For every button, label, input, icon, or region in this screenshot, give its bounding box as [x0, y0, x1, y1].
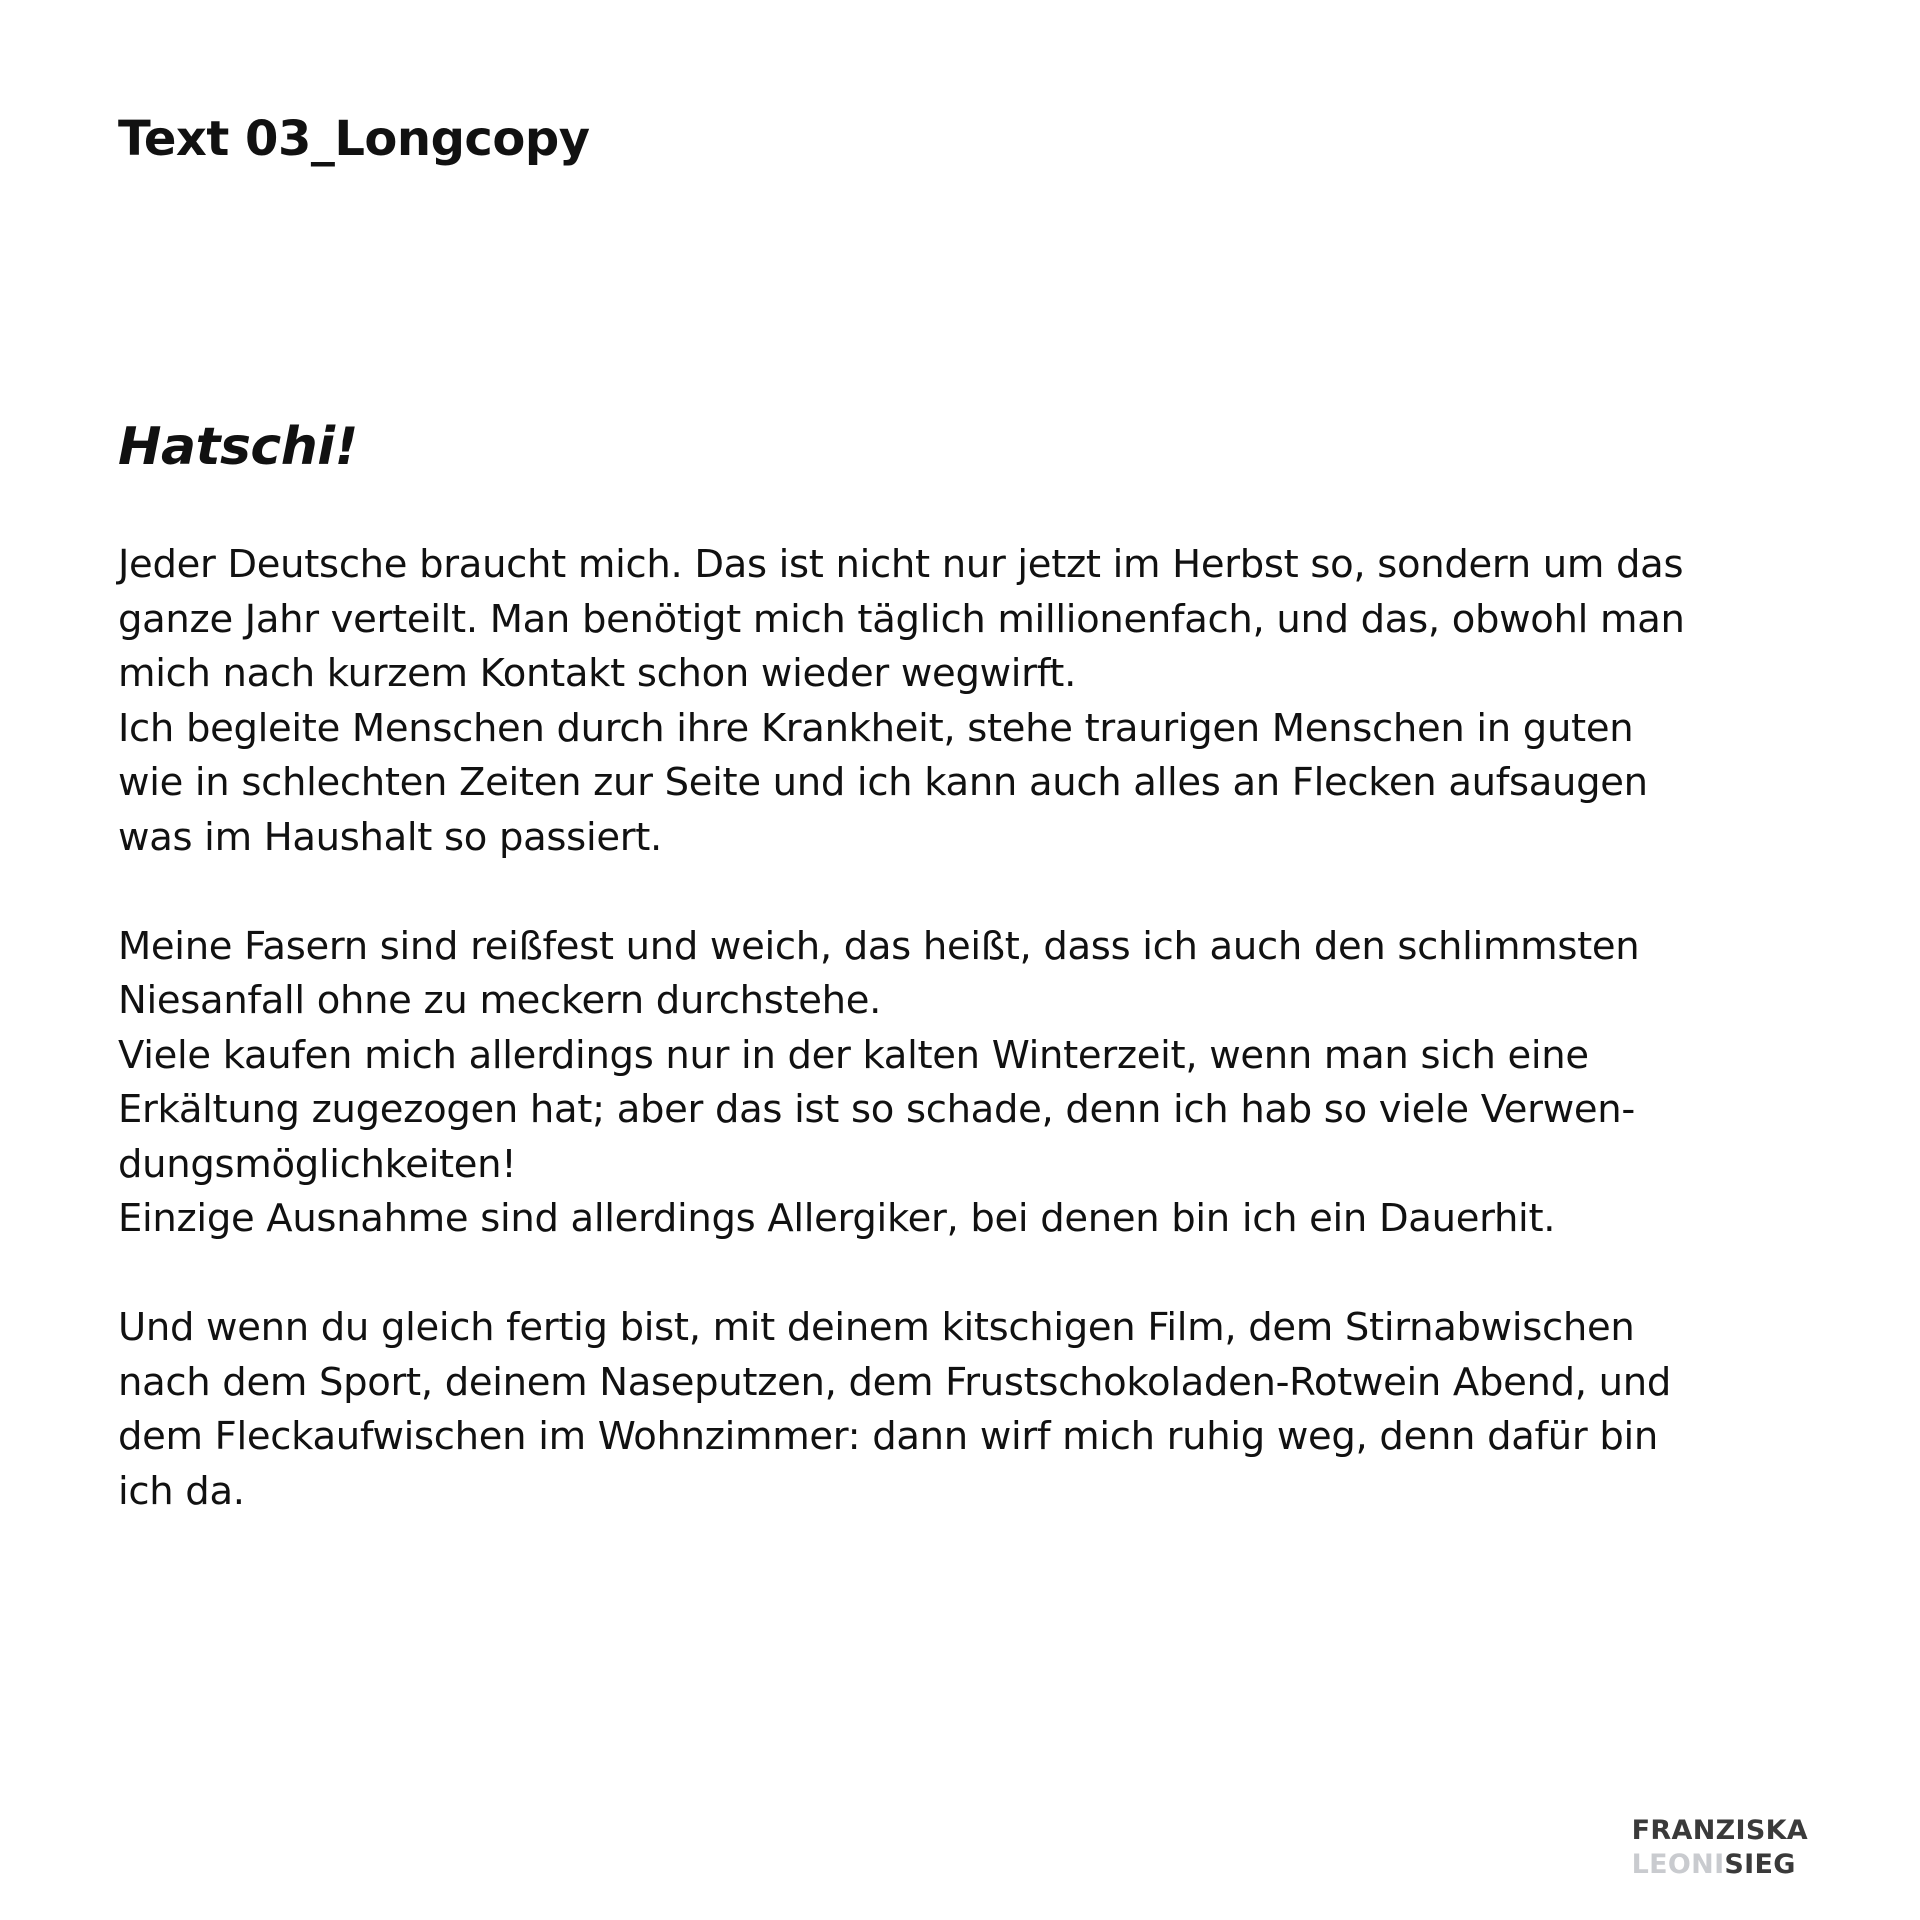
text-line: Viele kaufen mich allerdings nur in der kalten Winterzeit, wenn man sich eine	[118, 1032, 1589, 1078]
logo-middle-name: LEONI	[1631, 1849, 1725, 1880]
text-line: Erkältung zugezogen hat; aber das ist so schade, denn ich hab so viele Verwen-	[118, 1087, 1635, 1132]
text-line: Meine Fasern sind reißfest und weich, das heißt, dass ich auch den schlimmsten	[118, 923, 1640, 969]
text-line: mich nach kurzem Kontakt schon wieder wegwirft.	[118, 651, 1077, 696]
text-line: Ich begleite Menschen durch ihre Krankheit, stehe traurigen Menschen in guten	[118, 705, 1634, 751]
text-line: Einzige Ausnahme sind allerdings Allergiker, bei denen bin ich ein Dauerhit.	[118, 1196, 1556, 1241]
text-line: nach dem Sport, deinem Naseputzen, dem Frustschokoladen-Rotwein Abend, und	[118, 1359, 1671, 1405]
text-line: ganze Jahr verteilt. Man benötigt mich täglich millionenfach, und das, obwohl man	[118, 596, 1685, 642]
paragraph-1	[118, 538, 1838, 865]
logo-second-line	[1632, 1848, 1808, 1882]
text-line: ich da.	[118, 1468, 245, 1514]
text-line: dungsmöglichkeiten!	[118, 1141, 517, 1187]
page-header: Text 03_Longcopy	[118, 111, 590, 167]
logo-first-name: FRANZISKA	[1631, 1815, 1808, 1846]
text-line: wie in schlechten Zeiten zur Seite und ich kann auch alles an Flecken aufsaugen	[118, 760, 1648, 805]
author-logo	[1632, 1814, 1808, 1882]
article-body	[118, 538, 1838, 1519]
text-line: dem Fleckaufwischen im Wohnzimmer: dann wirf mich ruhig weg, denn dafür bin	[118, 1414, 1658, 1459]
text-line: was im Haushalt so passiert.	[118, 814, 662, 860]
paragraph-3	[118, 1301, 1838, 1519]
article	[118, 412, 1838, 1519]
logo-last-name: SIEG	[1724, 1849, 1796, 1880]
text-line: Jeder Deutsche braucht mich. Das ist nicht nur jetzt im Herbst so, sondern um das	[118, 542, 1684, 587]
paragraph-2	[118, 920, 1838, 1247]
text-line: Und wenn du gleich fertig bist, mit deinem kitschigen Film, dem Stirnabwischen	[118, 1305, 1635, 1350]
text-line: Niesanfall ohne zu meckern durchstehe.	[118, 978, 882, 1023]
article-title: Hatschi!	[118, 417, 358, 477]
